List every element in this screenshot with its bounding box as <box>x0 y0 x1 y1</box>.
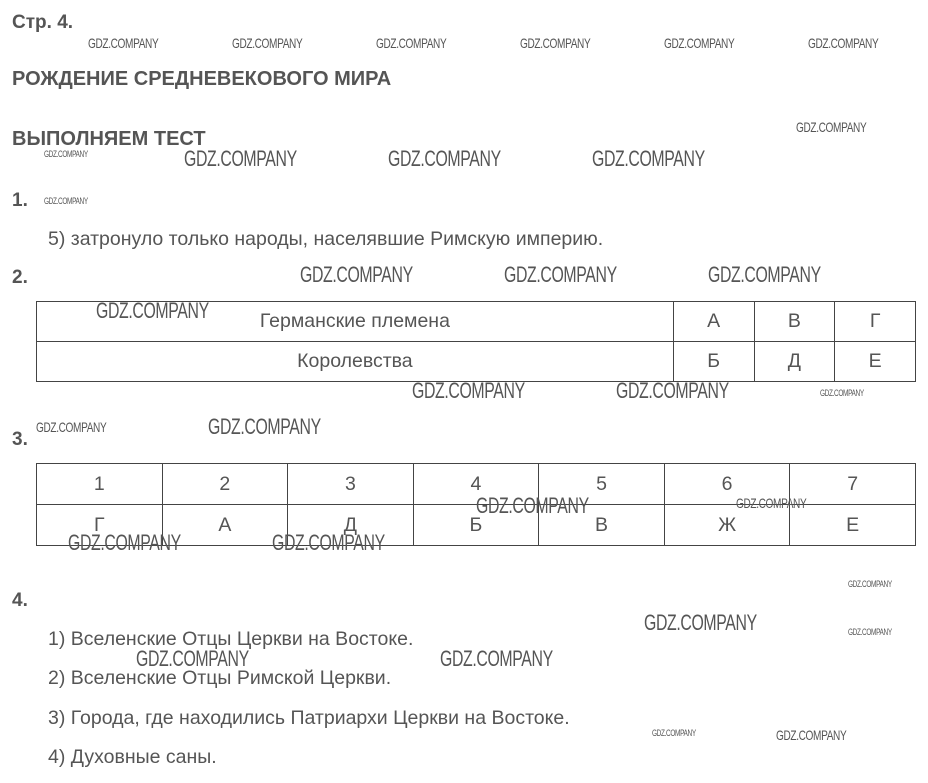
question-4-line: 4) Духовные саны. <box>48 746 217 768</box>
watermark: GDZ.COMPANY <box>504 262 617 287</box>
watermark: GDZ.COMPANY <box>44 196 88 206</box>
question-1-number: 1. <box>12 190 28 211</box>
table-cell: Е <box>790 505 916 546</box>
watermark: GDZ.COMPANY <box>388 146 501 171</box>
question-4-line: 3) Города, где находились Патриархи Церкви на Востоке. <box>48 707 570 729</box>
watermark: GDZ.COMPANY <box>592 146 705 171</box>
table-cell: В <box>754 302 835 342</box>
question-4-line: 1) Вселенские Отцы Церкви на Востоке. <box>48 628 414 650</box>
watermark: GDZ.COMPANY <box>184 146 297 171</box>
question-3-number: 3. <box>12 429 28 450</box>
question-4-number: 4. <box>12 590 28 611</box>
table-cell: Е <box>835 342 916 382</box>
table-header-cell: 3 <box>288 464 414 505</box>
table-header-cell: 2 <box>162 464 288 505</box>
page-label: Стр. 4. <box>12 12 74 33</box>
table-header-cell: 1 <box>37 464 163 505</box>
watermark: GDZ.COMPANY <box>440 646 553 671</box>
watermark: GDZ.COMPANY <box>644 610 757 635</box>
table-cell: А <box>673 302 754 342</box>
table-cell: Б <box>673 342 754 382</box>
watermark: GDZ.COMPANY <box>796 119 867 135</box>
watermark: GDZ.COMPANY <box>44 149 88 159</box>
watermark: GDZ.COMPANY <box>664 35 735 51</box>
watermark: GDZ.COMPANY <box>476 493 589 518</box>
watermark: GDZ.COMPANY <box>232 35 303 51</box>
question-4-line: 2) Вселенские Отцы Римской Церкви. <box>48 667 392 689</box>
watermark: GDZ.COMPANY <box>808 35 879 51</box>
watermark: GDZ.COMPANY <box>412 378 525 403</box>
question-1-answer: 5) затронуло только народы, населявшие Римскую империю. <box>48 228 604 250</box>
table-cell: Ж <box>664 505 790 546</box>
watermark: GDZ.COMPANY <box>736 495 807 511</box>
question-2-number: 2. <box>12 267 28 288</box>
table-row <box>37 342 916 382</box>
section-title: РОЖДЕНИЕ СРЕДНЕВЕКОВОГО МИРА <box>12 68 392 90</box>
watermark: GDZ.COMPANY <box>616 378 729 403</box>
table-cell: Королевства <box>37 342 674 382</box>
table-cell: Германские племена <box>37 302 674 342</box>
table-cell: Д <box>288 505 414 546</box>
watermark: GDZ.COMPANY <box>652 728 696 738</box>
watermark: GDZ.COMPANY <box>96 298 209 323</box>
table-cell: Б <box>413 505 539 546</box>
watermark: GDZ.COMPANY <box>820 388 864 398</box>
table-cell: Д <box>754 342 835 382</box>
table-header-cell: 6 <box>664 464 790 505</box>
watermark: GDZ.COMPANY <box>848 579 892 589</box>
watermark: GDZ.COMPANY <box>136 646 249 671</box>
watermark: GDZ.COMPANY <box>208 414 321 439</box>
table-cell: Г <box>37 505 163 546</box>
table-header-cell: 4 <box>413 464 539 505</box>
watermark: GDZ.COMPANY <box>848 627 892 637</box>
watermark: GDZ.COMPANY <box>272 530 385 555</box>
watermark: GDZ.COMPANY <box>300 262 413 287</box>
watermark: GDZ.COMPANY <box>776 727 847 743</box>
table-cell: Г <box>835 302 916 342</box>
watermark: GDZ.COMPANY <box>520 35 591 51</box>
table-cell: А <box>162 505 288 546</box>
table-header-cell: 7 <box>790 464 916 505</box>
table-cell: В <box>539 505 665 546</box>
watermark: GDZ.COMPANY <box>376 35 447 51</box>
subsection-title: ВЫПОЛНЯЕМ ТЕСТ <box>12 128 206 150</box>
watermark: GDZ.COMPANY <box>68 530 181 555</box>
table-header-cell: 5 <box>539 464 665 505</box>
watermark: GDZ.COMPANY <box>708 262 821 287</box>
watermark: GDZ.COMPANY <box>88 35 159 51</box>
watermark: GDZ.COMPANY <box>36 419 107 435</box>
